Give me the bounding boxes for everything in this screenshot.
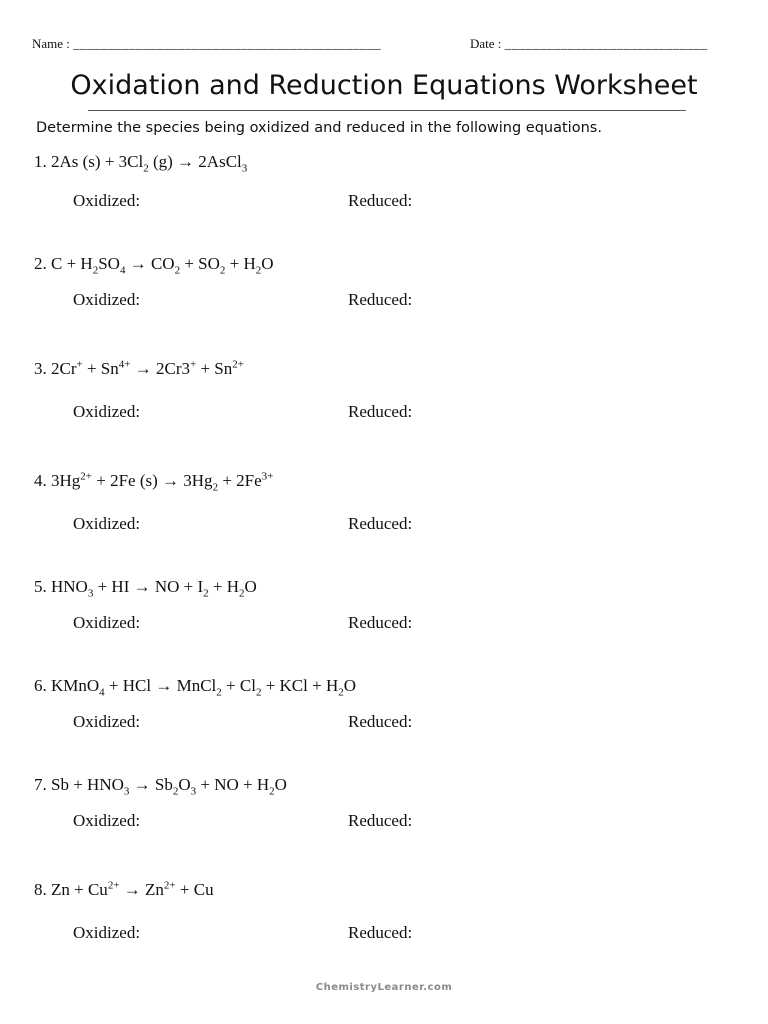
question-number: 5. <box>34 577 47 596</box>
equation-text <box>51 254 274 277</box>
equation-segment: → Zn <box>119 880 164 899</box>
equation-segment: → 2Cr3 <box>130 359 190 378</box>
equation <box>34 254 274 277</box>
subscript: 2 <box>255 264 262 277</box>
subscript: 2 <box>219 264 226 277</box>
equation-segment: 3Hg <box>51 471 81 490</box>
subscript: 2 <box>216 686 222 699</box>
date-label: Date : <box>470 36 502 51</box>
subscript: 3 <box>123 785 130 798</box>
equation-segment: KMnO <box>51 676 100 695</box>
subscript: 2 <box>92 264 99 277</box>
reduced-label: Reduced: <box>348 191 413 210</box>
equation <box>34 775 287 798</box>
equation <box>34 880 214 900</box>
equation <box>34 676 357 699</box>
question-number: 1. <box>34 152 47 171</box>
equation-text <box>51 359 244 378</box>
equation-segment: HNO <box>51 577 88 596</box>
question-8 <box>0 880 768 940</box>
equation-segment: + NO + H <box>196 775 270 794</box>
equation-text <box>51 775 287 798</box>
superscript: 2+ <box>232 358 244 371</box>
subscript: 3 <box>87 587 94 600</box>
subscript: 2 <box>172 785 179 798</box>
equation-segment: SO <box>98 254 120 273</box>
oxidized-label: Oxidized: <box>73 811 141 830</box>
equation-segment: 2As (s) + 3Cl <box>51 152 144 171</box>
superscript: 2+ <box>107 879 120 892</box>
subscript: 2 <box>174 264 181 277</box>
question-number: 8. <box>34 880 47 899</box>
equation-segment: + Cu <box>175 880 214 899</box>
reduced-label: Reduced: <box>348 402 413 421</box>
subscript: 2 <box>338 686 344 699</box>
footer-credit: ChemistryLearner.com <box>315 982 453 993</box>
page-title: Oxidation and Reduction Equations Worksheet <box>70 70 698 101</box>
name-field[interactable] <box>32 36 381 52</box>
superscript: + <box>189 358 197 371</box>
question-number: 7. <box>34 775 47 794</box>
date-blank[interactable]: _____________________________ <box>504 36 708 51</box>
equation-segment: Zn + Cu <box>51 880 108 899</box>
question-2 <box>0 254 768 314</box>
equation-segment: (g) → 2AsCl <box>148 152 242 171</box>
superscript: 3+ <box>261 470 274 483</box>
equation <box>34 359 244 379</box>
superscript: + <box>76 358 83 371</box>
equation <box>34 470 274 494</box>
subscript: 2 <box>239 587 245 600</box>
question-number: 2. <box>34 254 47 273</box>
oxidized-label: Oxidized: <box>73 191 141 210</box>
equation-segment: + SO <box>180 254 220 273</box>
reduced-label: Reduced: <box>348 923 413 942</box>
instructions: Determine the species being oxidized and reduced in the following equations. <box>36 120 602 136</box>
equation-text <box>51 880 214 899</box>
equation-text <box>51 152 248 175</box>
oxidized-label: Oxidized: <box>73 514 141 533</box>
oxidized-label: Oxidized: <box>73 290 141 309</box>
date-field[interactable] <box>470 36 708 52</box>
reduced-label: Reduced: <box>348 712 413 731</box>
subscript: 2 <box>143 162 149 175</box>
name-blank[interactable]: ____________________________________________ <box>73 36 382 51</box>
equation-segment: + Sn <box>196 359 233 378</box>
equation-segment: + KCl + H <box>261 676 339 695</box>
question-5 <box>0 577 768 637</box>
question-number: 3. <box>34 359 47 378</box>
question-7 <box>0 775 768 835</box>
subscript: 2 <box>212 481 219 494</box>
title-underline <box>88 110 686 111</box>
equation-segment: O <box>244 577 257 596</box>
superscript: 2+ <box>163 879 176 892</box>
name-label: Name : <box>32 36 70 51</box>
equation-text <box>51 577 257 600</box>
subscript: 4 <box>99 686 105 699</box>
equation-segment: 2Cr <box>51 359 77 378</box>
equation-segment: + 2Fe (s) → 3Hg <box>92 471 213 490</box>
equation-segment: + Sn <box>82 359 119 378</box>
oxidized-label: Oxidized: <box>73 923 141 942</box>
superscript: 4+ <box>118 358 131 371</box>
equation-segment: O <box>261 254 274 273</box>
equation-text <box>51 676 357 699</box>
equation-segment: O <box>343 676 357 695</box>
reduced-label: Reduced: <box>348 811 413 830</box>
equation-segment: → Sb <box>129 775 173 794</box>
reduced-label: Reduced: <box>348 613 413 632</box>
subscript: 3 <box>241 162 248 175</box>
equation-segment: Sb + HNO <box>51 775 124 794</box>
question-number: 4. <box>34 471 47 490</box>
equation-text <box>51 470 274 494</box>
oxidized-label: Oxidized: <box>73 712 141 731</box>
question-4 <box>0 471 768 531</box>
reduced-label: Reduced: <box>348 514 413 533</box>
subscript: 3 <box>190 785 197 798</box>
equation <box>34 577 257 600</box>
equation-segment: O <box>274 775 287 794</box>
superscript: 2+ <box>80 470 92 483</box>
subscript: 2 <box>255 686 262 699</box>
equation-segment: + H <box>225 254 256 273</box>
equation <box>34 152 248 175</box>
question-number: 6. <box>34 676 47 695</box>
equation-segment: C + H <box>51 254 93 273</box>
equation-segment: + Cl <box>221 676 256 695</box>
equation-segment: O <box>178 775 191 794</box>
equation-segment: + H <box>208 577 240 596</box>
equation-segment: + HCl → MnCl <box>104 676 217 695</box>
question-3 <box>0 359 768 419</box>
oxidized-label: Oxidized: <box>73 613 141 632</box>
equation-segment: + 2Fe <box>218 471 262 490</box>
question-6 <box>0 676 768 736</box>
subscript: 2 <box>269 785 275 798</box>
oxidized-label: Oxidized: <box>73 402 141 421</box>
question-1 <box>0 152 768 212</box>
equation-segment: → CO <box>125 254 175 273</box>
subscript: 4 <box>119 264 126 277</box>
equation-segment: + HI → NO + I <box>93 577 204 596</box>
reduced-label: Reduced: <box>348 290 413 309</box>
subscript: 2 <box>203 587 209 600</box>
